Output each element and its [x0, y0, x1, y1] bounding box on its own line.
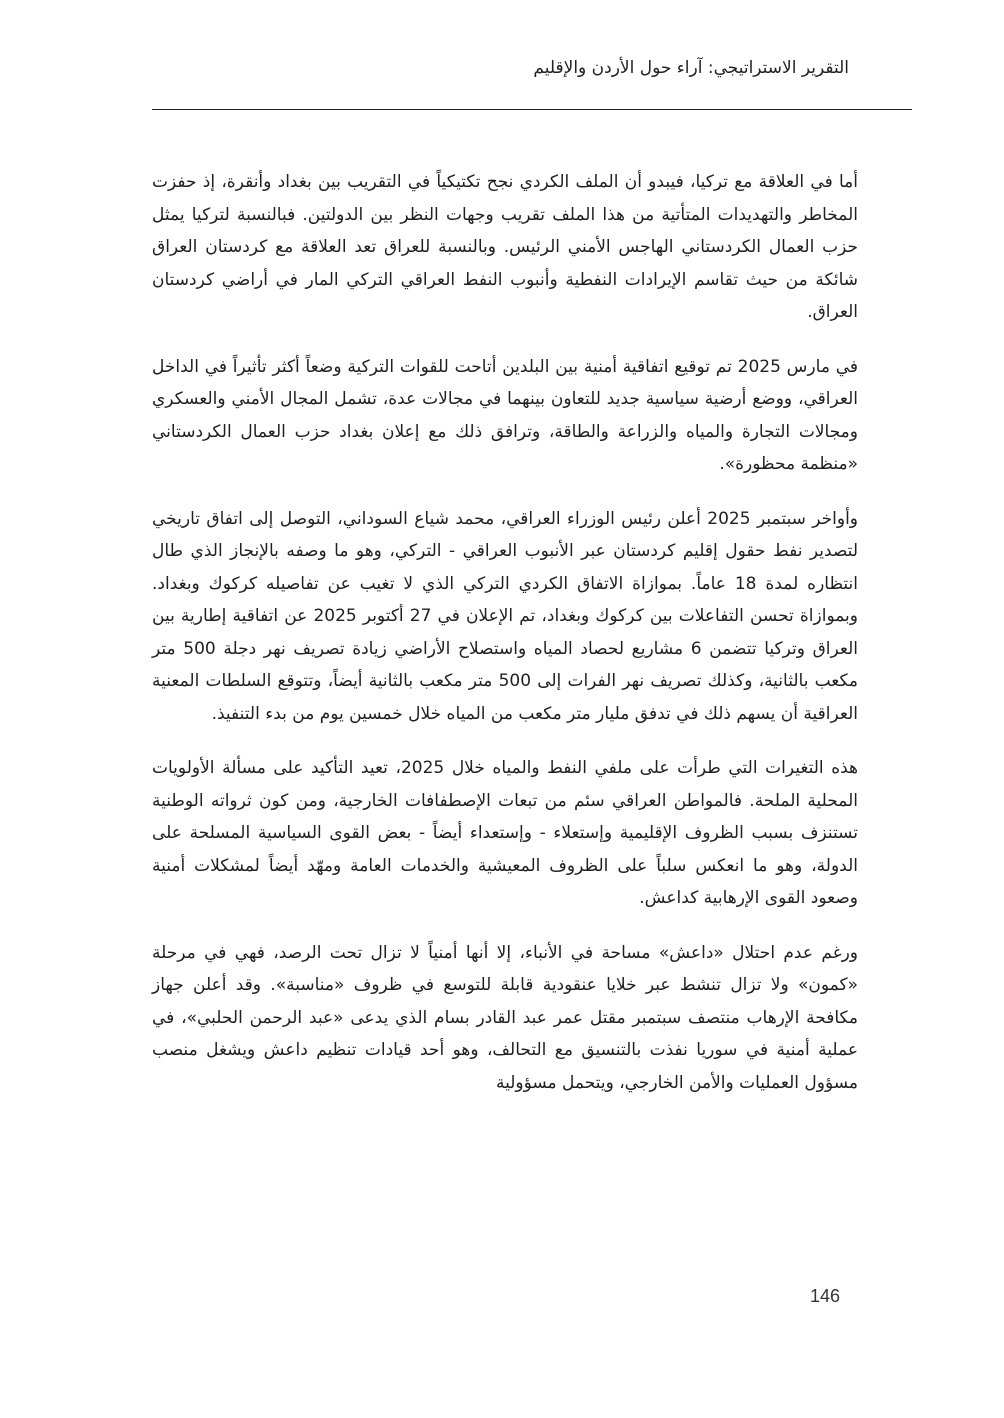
body-text	[152, 166, 858, 1121]
header-divider	[152, 109, 912, 110]
paragraph: هذه التغيرات التي طرأت على ملفي النفط والمياه خلال 2025، تعيد التأكيد على مسألة الأولويات المحلية الملحة. فالمواطن العراقي سئم من تبعات الإصطفافات الخارجية، ومن كون ثرواته الوطنية تستنزف بسبب الظروف الإقليمية وإستعلاء - وإستعداء أيضاً - بعض القوى السياسية المسلحة على الدولة، وهو ما انعكس سلباً على الظروف المعيشية والخدمات العامة ومهّد أيضاً لمشكلات أمنية وصعود القوى الإرهابية كداعش.	[152, 758, 858, 908]
paragraph: في مارس 2025 تم توقيع اتفاقية أمنية بين البلدين أتاحت للقوات التركية وضعاً أكثر تأثيراً في الداخل العراقي، ووضع أرضية سياسية جديد للتعاون بينهما في مجالات عدة، تشمل المجال الأمني والعسكري ومجالات التجارة والمياه والزراعة والطاقة، وترافق ذلك مع إعلان بغداد حزب العمال الكردستاني «منظمة محظورة».	[152, 356, 858, 474]
paragraph: وأواخر سبتمبر 2025 أعلن رئيس الوزراء العراقي، محمد شياع السوداني، التوصل إلى اتفاق تاريخي لتصدير نفط حقول إقليم كردستان عبر الأنبوب العراقي - التركي، وهو ما وصفه بالإنجاز الذي طال انتظاره لمدة 18 عاماً. بموازاة الاتفاق الكردي التركي الذي لا تغيب عن تفاصيله كركوك وبغداد. وبموازاة تحسن التفاعلات بين كركوك وبغداد، تم الإعلان في 27 أكتوبر 2025 عن اتفاقية إطارية بين العراق وتركيا تتضمن 6 مشاريع لحصاد المياه واستصلاح الأراضي زيادة تصريف نهر دجلة 500 متر مكعب بالثانية، وكذلك تصريف نهر الفرات إلى 500 متر مكعب بالثانية أيضاً، وتتوقع السلطات المعنية العراقية أن يسهم ذلك في تدفق مليار متر مكعب من المياه خلال خمسين يوم من بدء التنفيذ.	[152, 508, 858, 724]
paragraph: أما في العلاقة مع تركيا، فيبدو أن الملف الكردي نجح تكتيكياً في التقريب بين بغداد وأنقرة، إذ حفزت المخاطر والتهديدات المتأتية من هذا الملف تقريب وجهات النظر بين الدولتين. فبالنسبة لتركيا يمثل حزب العمال الكردستاني الهاجس الأمني الرئيس. وبالنسبة للعراق تعد العلاقة مع كردستان العراق شائكة من حيث تقاسم الإيرادات النفطية وأنبوب النفط العراقي التركي المار في أراضي كردستان العراق.	[152, 172, 858, 322]
paragraph: ورغم عدم احتلال «داعش» مساحة في الأنباء، إلا أنها أمنياً لا تزال تحت الرصد، فهي في مرحلة «كمون» ولا تزال تنشط عبر خلايا عنقودية قابلة للتوسع في ظروف «مناسبة». وقد أعلن جهاز مكافحة الإرهاب منتصف سبتمبر مقتل عمر عبد القادر بسام الذي يدعى «عبد الرحمن الحلبي»، في عملية أمنية في سوريا نفذت بالتنسيق مع التحالف، وهو أحد قيادات تنظيم داعش ويشغل منصب مسؤول العمليات والأمن الخارجي، ويتحمل مسؤولية	[152, 942, 858, 1093]
page-number: 146	[810, 1286, 841, 1306]
running-header-title: التقرير الاستراتيجي: آراء حول الأردن والإقليم	[533, 58, 849, 78]
